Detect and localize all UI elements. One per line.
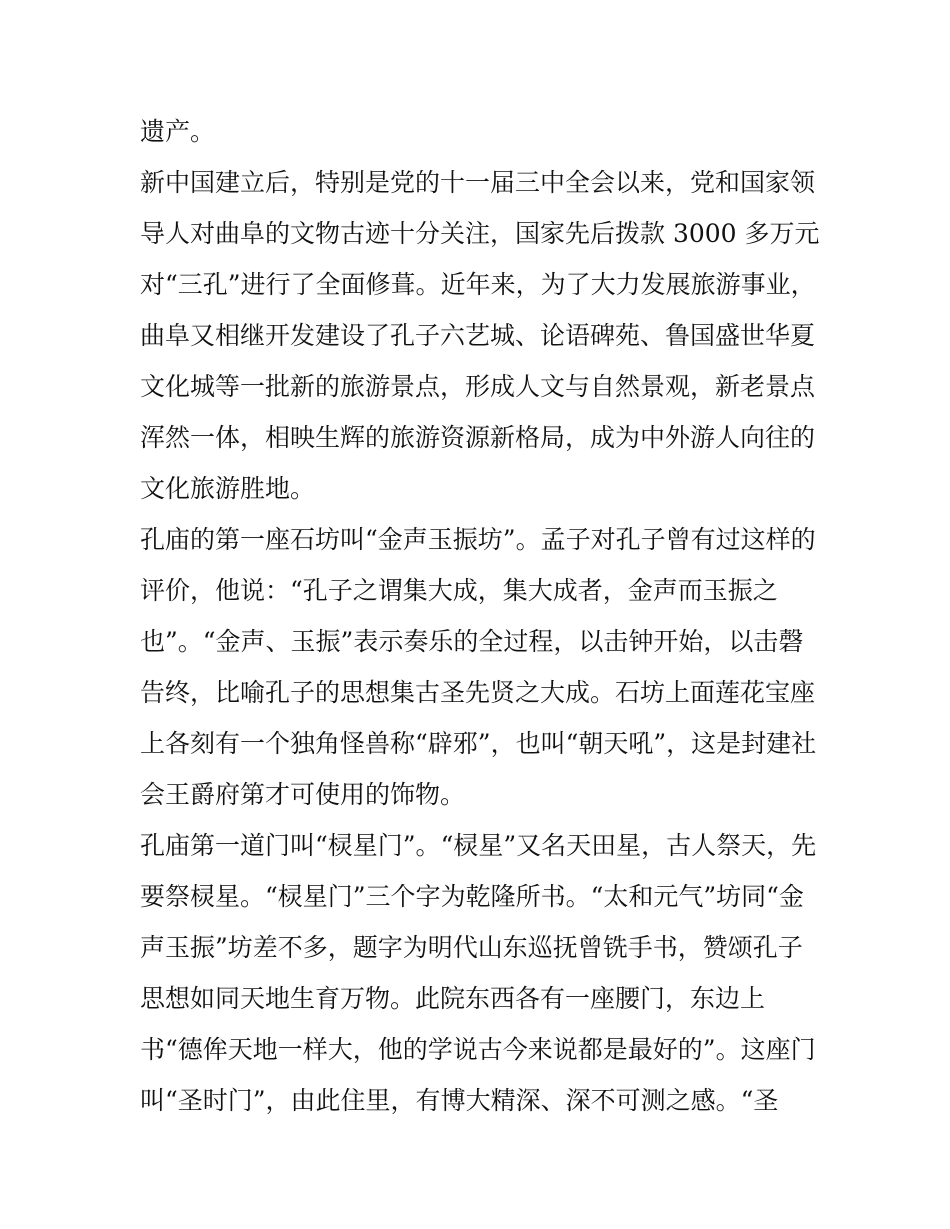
text-line: 导人对曲阜的文物古迹十分关注，国家先后拨款 3000 多万元 [140,219,820,248]
text-line: 文化城等一批新的旅游景点，形成人文与自然景观，新老景点 [140,372,816,401]
text-line: 思想如同天地生育万物。此院东西各有一座腰门，东边上 [140,984,766,1013]
text-line: 孔庙第一道门叫“棂星门”。“棂星”又名天田星，古人祭天，先 [140,831,817,860]
text-line: 对“三孔”进行了全面修葺。近年来，为了大力发展旅游事业， [140,270,816,299]
text-line: 上各刻有一个独角怪兽称“辟邪”，也叫“朝天吼”，这是封建社 [140,729,817,758]
text-line: 叫“圣时门”，由此住里，有博大精深、深不可测之感。“圣 [140,1086,779,1115]
text-line: 遗产。 [140,117,216,146]
text-line: 评价，他说：“孔子之谓集大成，集大成者，金声而玉振之 [140,576,778,605]
text-line: 新中国建立后，特别是党的十一届三中全会以来，党和国家领 [140,168,816,197]
text-line: 告终，比喻孔子的思想集古圣先贤之大成。石坊上面莲花宝座 [140,678,816,707]
text-line: 会王爵府第才可使用的饰物。 [140,780,466,809]
text-line: 要祭棂星。“棂星门”三个字为乾隆所书。“太和元气”坊同“金 [140,882,804,911]
text-line: 曲阜又相继开发建设了孔子六艺城、论语碑苑、鲁国盛世华夏 [140,321,816,350]
text-line: 文化旅游胜地。 [140,474,316,503]
text-line: 声玉振”坊差不多，题字为明代山东巡抚曾铣手书，赞颂孔子 [140,933,803,962]
text-line: 浑然一体，相映生辉的旅游资源新格局，成为中外游人向往的 [140,423,816,452]
text-line: 也”。“金声、玉振”表示奏乐的全过程，以击钟开始，以击磬 [140,627,804,656]
text-line: 书“德侔天地一样大，他的学说古今来说都是最好的”。这座门 [140,1035,816,1064]
body-text [140,106,820,1126]
text-line: 孔庙的第一座石坊叫“金声玉振坊”。孟子对孔子曾有过这样的 [140,525,816,554]
